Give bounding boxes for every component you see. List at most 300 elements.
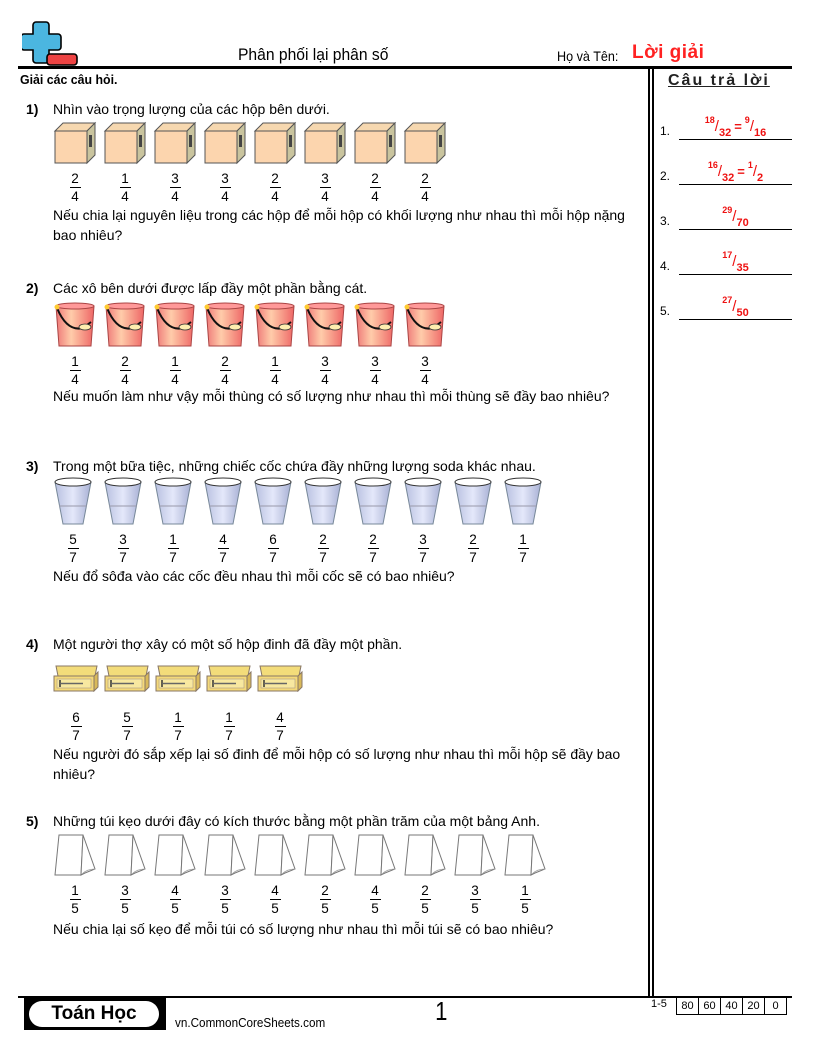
denominator: 16 (753, 127, 767, 139)
denominator: 4 (221, 372, 229, 388)
candy-bag-icon (403, 833, 447, 879)
score-range-label: 1-5 (651, 998, 667, 1010)
fraction (170, 171, 181, 204)
denominator: 4 (371, 372, 379, 388)
fraction-bar (170, 370, 181, 371)
fraction-bar (220, 899, 231, 900)
fraction-bar (468, 548, 479, 549)
fraction (420, 883, 431, 916)
numerator: 2 (221, 354, 229, 369)
answer-value (679, 249, 792, 274)
fraction (70, 883, 81, 916)
brand-label: Toán Học (29, 1001, 159, 1027)
fraction-bar (370, 370, 381, 371)
fraction (320, 883, 331, 916)
answer-row-3 (660, 200, 795, 230)
answer-fraction (747, 159, 764, 184)
numerator: 27 (722, 294, 733, 305)
item (503, 476, 543, 565)
answer-row-1 (660, 110, 795, 140)
fraction-bar (275, 726, 286, 727)
answer-number: 5. (660, 304, 671, 318)
candy-bag-icon (503, 833, 547, 879)
item (303, 121, 347, 204)
fraction-bar (420, 370, 431, 371)
fraction (275, 710, 286, 743)
score-cell: 60 (698, 997, 721, 1015)
denominator: 4 (171, 189, 179, 205)
nail-box-icon (206, 664, 252, 692)
fraction (318, 532, 329, 565)
numerator: 2 (369, 532, 377, 547)
numerator: 6 (269, 532, 277, 547)
item (206, 664, 252, 743)
numerator: 1 (747, 159, 753, 170)
denominator: 7 (69, 550, 77, 566)
denominator: 7 (123, 728, 131, 744)
question-prompt: Nếu đổ sôđa vào các cốc đều nhau thì mỗi cốc sẽ có bao nhiêu? (53, 568, 455, 584)
denominator: 5 (171, 901, 179, 917)
answer-line (679, 274, 792, 275)
fraction-bar (270, 899, 281, 900)
fraction-bar (268, 548, 279, 549)
numerator: 6 (72, 710, 80, 725)
cup-icon (353, 476, 393, 528)
numerator: 1 (271, 354, 279, 369)
denominator: 4 (171, 372, 179, 388)
denominator: 32 (722, 172, 735, 184)
denominator: 5 (71, 901, 79, 917)
answer-fraction (722, 204, 749, 229)
brand-badge (24, 998, 166, 1030)
denominator: 4 (121, 372, 129, 388)
denominator: 7 (319, 550, 327, 566)
denominator: 5 (471, 901, 479, 917)
denominator: 4 (421, 189, 429, 205)
fraction (270, 171, 281, 204)
candy-bag-icon (203, 833, 247, 879)
denominator: 5 (371, 901, 379, 917)
question-text: Trong một bữa tiệc, những chiếc cốc chứa đầy những lượng soda khác nhau. (53, 458, 536, 474)
fraction (118, 532, 129, 565)
fraction-bar (270, 370, 281, 371)
candy-bag-icon (103, 833, 147, 879)
fraction-bar (122, 726, 133, 727)
numerator: 2 (421, 883, 429, 898)
item-row (53, 121, 453, 204)
fraction-slash: / (732, 207, 737, 225)
bucket-icon (353, 300, 397, 350)
score-cell: 0 (764, 997, 787, 1015)
answer-row-2 (660, 155, 795, 185)
item (153, 476, 193, 565)
fraction (220, 171, 231, 204)
cardboard-box-icon (303, 121, 347, 167)
fraction-bar (320, 187, 331, 188)
cup-icon (503, 476, 543, 528)
fraction-bar (370, 899, 381, 900)
fraction (370, 354, 381, 387)
question-number: 4) (26, 636, 39, 652)
item (403, 300, 447, 387)
fraction-bar (70, 187, 81, 188)
fraction (518, 532, 529, 565)
question-number: 2) (26, 280, 39, 296)
answer-fraction (707, 159, 735, 184)
denominator: 7 (519, 550, 527, 566)
candy-bag-icon (53, 833, 97, 879)
denominator: 5 (121, 901, 129, 917)
item (303, 833, 347, 916)
question-prompt: Nếu chia lại số kẹo để mỗi túi có số lượng như nhau thì mỗi túi sẽ có bao nhiêu? (53, 921, 554, 937)
fraction-bar (520, 899, 531, 900)
numerator: 1 (174, 710, 182, 725)
fraction-bar (120, 370, 131, 371)
fraction-slash: / (732, 297, 737, 315)
column-divider-inner (652, 68, 654, 997)
item (403, 833, 447, 916)
numerator: 2 (421, 171, 429, 186)
fraction (120, 883, 131, 916)
numerator: 4 (171, 883, 179, 898)
denominator: 4 (421, 372, 429, 388)
fraction (420, 354, 431, 387)
fraction-bar (68, 548, 79, 549)
bucket-icon (403, 300, 447, 350)
score-cell: 80 (676, 997, 699, 1015)
numerator: 2 (319, 532, 327, 547)
question-text: Những túi kẹo dưới đây có kích thước bằng một phần trăm của một bảng Anh. (53, 813, 540, 829)
item (503, 833, 547, 916)
numerator: 2 (371, 171, 379, 186)
numerator: 1 (71, 883, 79, 898)
fraction (170, 883, 181, 916)
numerator: 9 (744, 114, 750, 125)
item (203, 300, 247, 387)
fraction-bar (173, 726, 184, 727)
fraction-bar (320, 899, 331, 900)
item (103, 476, 143, 565)
item (203, 121, 247, 204)
fraction (418, 532, 429, 565)
fraction (320, 171, 331, 204)
numerator: 3 (321, 354, 329, 369)
item (253, 121, 297, 204)
numerator: 5 (69, 532, 77, 547)
bucket-icon (53, 300, 97, 350)
numerator: 4 (276, 710, 284, 725)
cardboard-box-icon (153, 121, 197, 167)
fraction (320, 354, 331, 387)
item (53, 476, 93, 565)
item (104, 664, 150, 743)
question-number: 3) (26, 458, 39, 474)
name-label: Họ và Tên: (557, 48, 619, 64)
item (203, 476, 243, 565)
score-cell: 20 (742, 997, 765, 1015)
answer-fraction (722, 294, 749, 319)
item (53, 664, 99, 743)
item (153, 833, 197, 916)
question-prompt: Nếu muốn làm như vậy mỗi thùng có số lượng như nhau thì mỗi thùng sẽ đầy bao nhiêu? (53, 388, 610, 404)
item (403, 476, 443, 565)
answer-fraction (722, 249, 749, 274)
denominator: 7 (72, 728, 80, 744)
question-prompt: Nếu chia lại nguyên liệu trong các hộp để mỗi hộp có khối lượng như nhau thì mỗi hộp nặng bao nhiêu? (53, 207, 625, 243)
item-row (53, 833, 553, 916)
fraction (420, 171, 431, 204)
numerator: 4 (271, 883, 279, 898)
question-text: Các xô bên dưới được lấp đầy một phần bằng cát. (53, 280, 368, 296)
cup-icon (303, 476, 343, 528)
fraction-slash: / (732, 252, 737, 270)
cup-icon (103, 476, 143, 528)
numerator: 3 (471, 883, 479, 898)
fraction (520, 883, 531, 916)
denominator: 7 (219, 550, 227, 566)
fraction (218, 532, 229, 565)
numerator: 4 (371, 883, 379, 898)
fraction-bar (170, 187, 181, 188)
fraction-bar (70, 370, 81, 371)
answer-row-4 (660, 245, 795, 275)
fraction (270, 354, 281, 387)
denominator: 4 (321, 372, 329, 388)
fraction (120, 171, 131, 204)
fraction-bar (70, 899, 81, 900)
fraction (470, 883, 481, 916)
question-text: Nhìn vào trọng lượng của các hộp bên dưới. (53, 101, 330, 117)
cardboard-box-icon (203, 121, 247, 167)
denominator: 4 (271, 189, 279, 205)
fraction (468, 532, 479, 565)
denominator: 7 (419, 550, 427, 566)
answer-number: 4. (660, 259, 671, 273)
instructions: Giải các câu hỏi. (20, 72, 118, 87)
numerator: 3 (321, 171, 329, 186)
candy-bag-icon (153, 833, 197, 879)
fraction-bar (224, 726, 235, 727)
denominator: 7 (269, 550, 277, 566)
denominator: 5 (321, 901, 329, 917)
item (253, 833, 297, 916)
numerator: 17 (722, 249, 733, 260)
denominator: 2 (757, 172, 764, 184)
fraction-bar (318, 548, 329, 549)
question-number: 1) (26, 101, 39, 117)
denominator: 7 (225, 728, 233, 744)
numerator: 3 (171, 171, 179, 186)
fraction-bar (220, 370, 231, 371)
item (253, 476, 293, 565)
bucket-icon (253, 300, 297, 350)
cardboard-box-icon (53, 121, 97, 167)
question-prompt: Nếu người đó sắp xếp lại số đinh để mỗi hộp có số lượng như nhau thì mỗi hộp sẽ đầy bao nhiêu? (53, 746, 621, 782)
bucket-icon (303, 300, 347, 350)
cup-icon (253, 476, 293, 528)
fraction (173, 710, 184, 743)
item (453, 476, 493, 565)
numerator: 4 (219, 532, 227, 547)
item (403, 121, 447, 204)
answer-row-5 (660, 290, 795, 320)
answer-fraction (704, 114, 732, 139)
fraction (370, 883, 381, 916)
item (353, 833, 397, 916)
fraction (120, 354, 131, 387)
numerator: 1 (121, 171, 129, 186)
fraction-bar (218, 548, 229, 549)
fraction (268, 532, 279, 565)
fraction (71, 710, 82, 743)
fraction (220, 354, 231, 387)
denominator: 5 (521, 901, 529, 917)
question-number: 5) (26, 813, 39, 829)
answer-fraction (744, 114, 767, 139)
denominator: 4 (371, 189, 379, 205)
fraction-bar (168, 548, 179, 549)
fraction-bar (518, 548, 529, 549)
numerator: 1 (225, 710, 233, 725)
question-text: Một người thợ xây có một số hộp đinh đã đầy một phần. (53, 636, 403, 652)
candy-bag-icon (253, 833, 297, 879)
header-divider (18, 66, 792, 69)
score-table (677, 997, 787, 1015)
item-row (53, 664, 308, 743)
numerator: 3 (221, 171, 229, 186)
item (353, 300, 397, 387)
denominator: 7 (369, 550, 377, 566)
answer-number: 1. (660, 124, 671, 138)
denominator: 4 (271, 372, 279, 388)
site-url: vn.CommonCoreSheets.com (175, 1015, 326, 1030)
worksheet-title: Phân phối lại phân số (238, 45, 389, 64)
item (353, 121, 397, 204)
item (303, 476, 343, 565)
nail-box-icon (257, 664, 303, 692)
denominator: 7 (119, 550, 127, 566)
fraction-bar (120, 187, 131, 188)
fraction-bar (368, 548, 379, 549)
fraction (368, 532, 379, 565)
fraction-bar (270, 187, 281, 188)
denominator: 35 (736, 262, 749, 274)
answer-number: 2. (660, 169, 671, 183)
numerator: 3 (419, 532, 427, 547)
item (53, 300, 97, 387)
fraction-bar (220, 187, 231, 188)
item-row (53, 476, 553, 565)
answer-line (679, 139, 792, 140)
fraction-bar (120, 899, 131, 900)
fraction-bar (118, 548, 129, 549)
numerator: 3 (121, 883, 129, 898)
plus-minus-logo-icon (22, 20, 78, 68)
denominator: 7 (469, 550, 477, 566)
denominator: 4 (71, 372, 79, 388)
cardboard-box-icon (403, 121, 447, 167)
fraction-bar (370, 187, 381, 188)
fraction (70, 354, 81, 387)
numerator: 18 (704, 114, 715, 125)
fraction (270, 883, 281, 916)
answer-key-title: Câu trả lời (668, 72, 770, 89)
denominator: 5 (421, 901, 429, 917)
fraction-bar (71, 726, 82, 727)
answer-number: 3. (660, 214, 671, 228)
fraction-slash: / (752, 162, 758, 180)
fraction-bar (420, 899, 431, 900)
nail-box-icon (104, 664, 150, 692)
fraction (370, 171, 381, 204)
numerator: 1 (71, 354, 79, 369)
numerator: 1 (169, 532, 177, 547)
nail-box-icon (155, 664, 201, 692)
item (257, 664, 303, 743)
item (253, 300, 297, 387)
item (103, 121, 147, 204)
answer-value (679, 204, 792, 229)
name-value: Lời giải (632, 42, 705, 63)
numerator: 1 (171, 354, 179, 369)
denominator: 50 (736, 307, 749, 319)
numerator: 3 (119, 532, 127, 547)
equals-sign: = (737, 163, 745, 179)
denominator: 5 (221, 901, 229, 917)
answer-value (679, 159, 792, 184)
cup-icon (453, 476, 493, 528)
denominator: 7 (169, 550, 177, 566)
numerator: 2 (271, 171, 279, 186)
cup-icon (203, 476, 243, 528)
item (103, 833, 147, 916)
cardboard-box-icon (103, 121, 147, 167)
score-cell: 40 (720, 997, 743, 1015)
denominator: 4 (71, 189, 79, 205)
item (303, 300, 347, 387)
fraction-bar (170, 899, 181, 900)
denominator: 4 (221, 189, 229, 205)
nail-box-icon (53, 664, 99, 692)
denominator: 7 (174, 728, 182, 744)
denominator: 70 (736, 217, 749, 229)
fraction-slash: / (717, 162, 723, 180)
denominator: 4 (121, 189, 129, 205)
page-number: 1 (435, 996, 448, 1026)
numerator: 2 (321, 883, 329, 898)
fraction-bar (320, 370, 331, 371)
item (53, 121, 97, 204)
item-row (53, 300, 453, 387)
item (153, 300, 197, 387)
bucket-icon (103, 300, 147, 350)
numerator: 16 (707, 159, 718, 170)
item (103, 300, 147, 387)
fraction (170, 354, 181, 387)
answer-value (679, 294, 792, 319)
answer-value (679, 114, 792, 139)
item (203, 833, 247, 916)
item (155, 664, 201, 743)
item (453, 833, 497, 916)
answer-line (679, 229, 792, 230)
bucket-icon (153, 300, 197, 350)
numerator: 29 (722, 204, 733, 215)
fraction-bar (418, 548, 429, 549)
numerator: 5 (123, 710, 131, 725)
cup-icon (53, 476, 93, 528)
column-divider (648, 68, 650, 997)
